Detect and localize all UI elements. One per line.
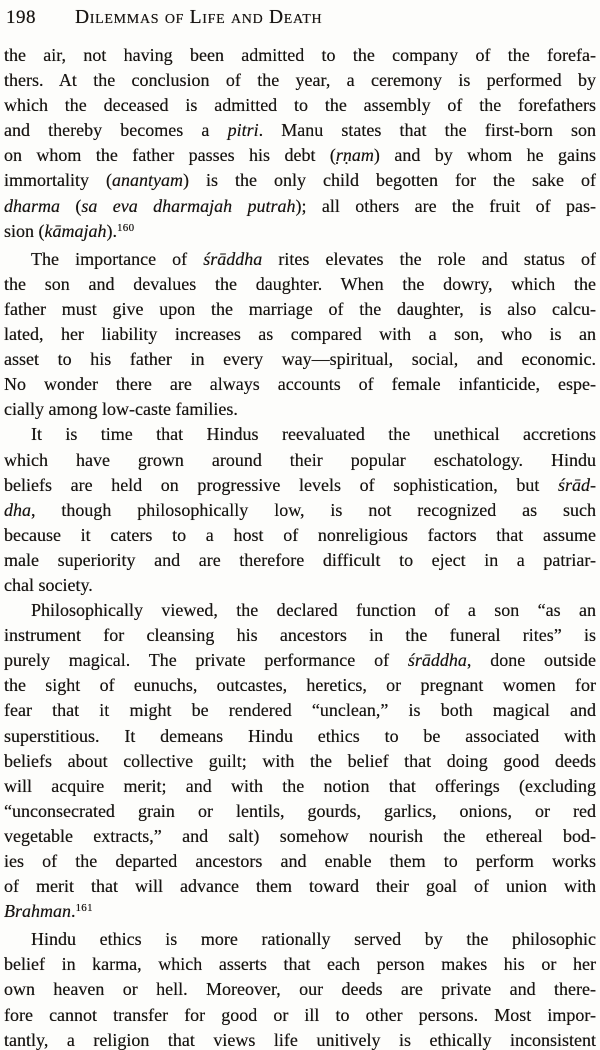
text-line [4, 322, 596, 347]
text-line [4, 774, 596, 799]
text-line [4, 849, 596, 874]
text-segment: which the deceased is admitted to the assembly of the forefathers [4, 95, 596, 116]
text-line [4, 673, 596, 698]
text-line [4, 598, 596, 623]
text-line [4, 927, 596, 952]
italic-term: Brahman [4, 901, 71, 922]
text-segment: asset to his father in every way—spiritual, social, and economic. [4, 349, 596, 370]
text-segment: which have grown around their popular eschatology. Hindu [4, 449, 596, 470]
text-segment: fore cannot transfer for good or ill to other persons. Most impor- [4, 1004, 596, 1025]
text-segment: The importance of [31, 248, 204, 269]
text-line [4, 1028, 596, 1050]
text-segment: purely magical. The private performance of [4, 650, 408, 671]
text-line [4, 194, 596, 219]
text-line [4, 498, 596, 523]
italic-term: pitri [227, 120, 259, 141]
italic-term: sa eva dharmajah putrah [81, 195, 296, 216]
text-segment: ) is the only child begotten for the sake of [183, 170, 597, 191]
text-line [4, 698, 596, 723]
italic-term: śrāddha [203, 248, 263, 269]
text-segment: of merit that will advance them toward their goal of union with [4, 876, 596, 897]
text-segment: ) and by whom he gains [373, 145, 596, 166]
text-segment: tantly, a religion that views life unitively is ethically inconsistent [4, 1029, 596, 1050]
text-line [4, 952, 596, 977]
italic-term: ṛṇam [335, 145, 374, 166]
text-segment: Philosophically viewed, the declared function of a son “as an [31, 600, 596, 621]
page-header [6, 7, 596, 29]
text-segment: father must give upon the marriage of the daughter, is also calcu- [4, 298, 596, 319]
text-segment: the sight of eunuchs, outcastes, heretics, or pregnant women for [4, 675, 596, 696]
text-segment: will acquire merit; and with the notion that offerings (excluding [4, 775, 596, 796]
text-line [4, 219, 596, 247]
text-segment: vegetable extracts,” and salt) somehow nourish the ethereal bod- [4, 825, 596, 846]
text-line [4, 724, 596, 749]
italic-term: śrāddha [407, 650, 467, 671]
text-line [4, 573, 596, 598]
text-segment: and thereby becomes a [4, 120, 228, 141]
text-line [4, 824, 596, 849]
text-line [4, 899, 596, 927]
text-segment: fear that it might be rendered “unclean,” is both magical and [4, 700, 596, 721]
text-segment: beliefs are held on progressive levels of sophistication, but [4, 474, 558, 495]
text-line [4, 648, 596, 673]
text-line [4, 168, 596, 193]
text-segment: the air, not having been admitted to the company of the forefa- [4, 45, 596, 65]
text-line [4, 272, 596, 297]
paragraph [4, 598, 596, 927]
text-line [4, 448, 596, 473]
text-segment: instrument for cleansing his ancestors in the funeral rites” is [4, 625, 596, 646]
text-segment: . [71, 901, 76, 922]
italic-term: dharma [4, 195, 61, 216]
text-line [4, 473, 596, 498]
text-segment: beliefs about collective guilt; with the belief that doing good deeds [4, 750, 596, 771]
text-line [4, 623, 596, 648]
italic-term: anantyam [112, 170, 183, 191]
text-line [4, 347, 596, 372]
text-segment: rites elevates the role and status of [262, 248, 596, 269]
page-number: 198 [6, 7, 36, 28]
text-segment: because it caters to a host of nonreligious factors that assume [4, 524, 596, 545]
paragraph [4, 247, 596, 423]
text-segment: sion ( [4, 220, 45, 241]
text-line [4, 799, 596, 824]
text-segment: Hindu ethics is more rationally served by the philosophic [31, 929, 596, 950]
text-line [4, 143, 596, 168]
text-segment: belief in karma, which asserts that each person makes his or her [4, 954, 596, 975]
text-segment: , though philosophically low, is not recognized as such [31, 499, 596, 520]
text-segment: . Manu states that the first-born son [258, 120, 596, 141]
text-segment: male superiority and are therefore difficult to eject in a patriar- [4, 549, 596, 570]
text-segment: ( [60, 195, 82, 216]
text-line [4, 523, 596, 548]
text-line [4, 68, 596, 93]
footnote-marker: 160 [117, 221, 135, 234]
text-line [4, 93, 596, 118]
italic-term: dha [4, 499, 31, 520]
text-line [4, 118, 596, 143]
text-line [4, 1003, 596, 1028]
page-body [4, 43, 596, 1050]
italic-term: śrād- [557, 474, 596, 495]
text-line [4, 977, 596, 1002]
text-segment: on whom the father passes his debt ( [4, 145, 336, 166]
text-segment: It is time that Hindus reevaluated the unethical accretions [31, 424, 596, 445]
text-line [4, 397, 596, 422]
text-segment: superstitious. It demeans Hindu ethics to be associated with [4, 725, 596, 746]
paragraph [4, 422, 596, 598]
text-segment: the son and devalues the daughter. When the dowry, which the [4, 273, 596, 294]
footnote-marker: 161 [75, 902, 93, 915]
text-segment: chal society. [4, 574, 93, 595]
text-segment: ); all others are the fruit of pas- [295, 195, 596, 216]
text-segment: “unconsecrated grain or lentils, gourds, garlics, onions, or red [4, 800, 596, 821]
text-line [4, 247, 596, 272]
text-line [4, 43, 596, 68]
paragraph [4, 43, 596, 247]
text-segment: ). [106, 220, 117, 241]
text-segment: , done outside [466, 650, 596, 671]
text-line [4, 548, 596, 573]
running-title: Dilemmas of Life and Death [75, 7, 323, 28]
text-line [4, 372, 596, 397]
text-line [4, 297, 596, 322]
paragraph [4, 927, 596, 1050]
italic-term: kāmajah [44, 220, 107, 241]
text-segment: immortality ( [4, 170, 112, 191]
text-line [4, 422, 596, 447]
text-segment: own heaven or hell. Moreover, our deeds are private and there- [4, 979, 596, 1000]
text-segment: lated, her liability increases as compared with a son, who is an [4, 324, 596, 345]
text-segment: cially among low-caste families. [4, 399, 238, 420]
text-segment: ies of the departed ancestors and enable them to perform works [4, 851, 596, 871]
text-segment: No wonder there are always accounts of female infanticide, espe- [4, 374, 596, 395]
text-line [4, 874, 596, 899]
text-segment: thers. At the conclusion of the year, a ceremony is performed by [4, 70, 596, 91]
text-line [4, 749, 596, 774]
